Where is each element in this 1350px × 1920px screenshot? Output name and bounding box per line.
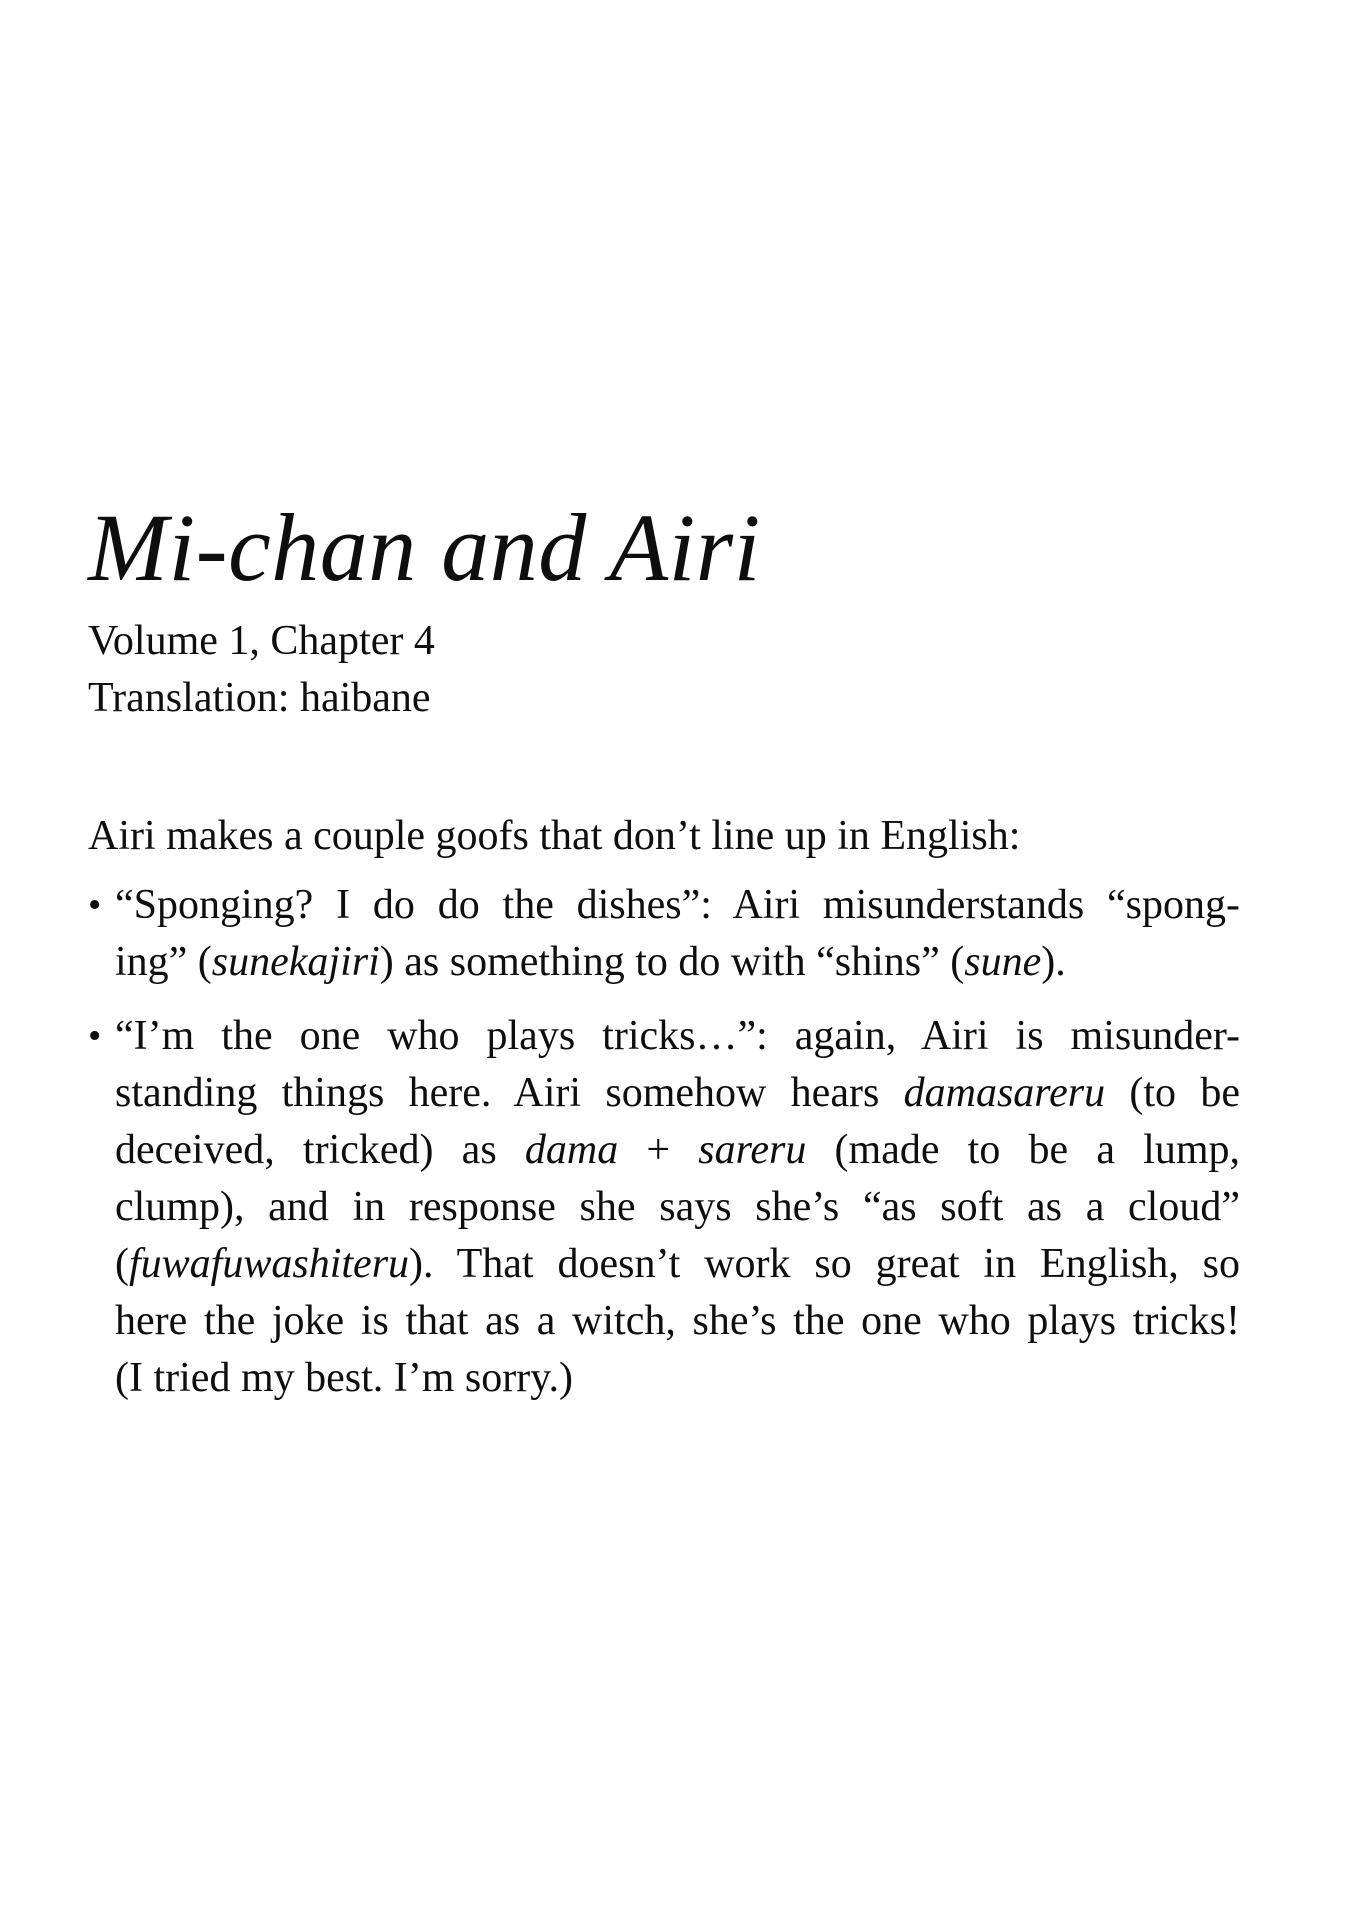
bullet-item <box>88 877 1240 991</box>
text-segment: “I’m the one who plays tricks…”: again, Airi is misunder- <box>115 1013 1240 1059</box>
subtitle-block <box>88 613 1240 727</box>
text-segment: here the joke is that as a witch, she’s the one who plays tricks! <box>115 1298 1240 1344</box>
romaji-italic-segment: damasareru <box>903 1070 1106 1116</box>
text-segment: (made to be a lump, <box>806 1127 1240 1173</box>
bullet-line <box>115 1122 1240 1179</box>
text-segment: ). <box>1041 939 1066 985</box>
page-title: Mi-chan and Airi <box>88 494 761 601</box>
page-content <box>88 0 1240 1407</box>
bullet-marker: • <box>88 884 102 926</box>
romaji-italic-segment: fuwafuwashiteru <box>129 1241 410 1287</box>
bullet-line <box>115 1236 1240 1293</box>
bullet-item <box>88 1008 1240 1407</box>
text-segment: (to be <box>1105 1070 1240 1116</box>
bullet-line <box>115 1008 1240 1065</box>
translation-credit-line: Translation: haibane <box>88 675 431 721</box>
text-segment: “Sponging? I do do the dishes”: Airi misunderstands “spong- <box>115 882 1240 928</box>
bullet-line <box>115 877 1240 934</box>
notes-intro-line: Airi makes a couple goofs that don’t line up in English: <box>88 813 1021 859</box>
romaji-italic-segment: sunekajiri <box>211 939 380 985</box>
text-segment: ). That doesn’t work so great in English, so <box>409 1241 1240 1287</box>
text-segment: ing” ( <box>115 939 212 985</box>
text-segment: + <box>618 1127 699 1173</box>
bullet-line <box>115 934 1240 991</box>
notes-bullet-list <box>88 877 1240 1407</box>
bullet-marker: • <box>88 1015 102 1057</box>
text-segment: ( <box>115 1241 129 1287</box>
romaji-italic-segment: sune <box>964 939 1042 985</box>
text-segment: standing things here. Airi somehow hears <box>115 1070 904 1116</box>
volume-chapter-line: Volume 1, Chapter 4 <box>88 618 435 664</box>
bullet-text <box>115 1008 1240 1407</box>
bullet-line <box>115 1293 1240 1350</box>
romaji-italic-segment: dama <box>524 1127 619 1173</box>
bullet-line <box>115 1350 1240 1407</box>
text-segment: (I tried my best. I’m sorry.) <box>115 1355 573 1401</box>
text-segment: clump), and in response she says she’s “as soft as a cloud” <box>115 1184 1240 1230</box>
bullet-line <box>115 1065 1240 1122</box>
bullet-text <box>115 877 1240 991</box>
text-segment: ) as something to do with “shins” ( <box>379 939 965 985</box>
bullet-line <box>115 1179 1240 1236</box>
romaji-italic-segment: sareru <box>698 1127 807 1173</box>
text-segment: deceived, tricked) as <box>115 1127 525 1173</box>
